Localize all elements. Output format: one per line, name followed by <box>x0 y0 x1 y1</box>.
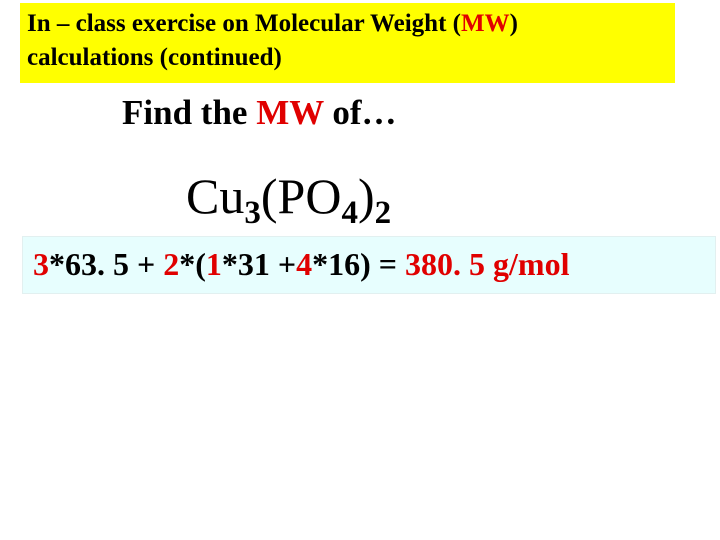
title-mw-highlight: MW <box>460 10 510 37</box>
subheading-mw-highlight: MW <box>256 93 324 132</box>
calc-coefficient-copper: 3 <box>33 246 49 282</box>
calc-coefficient-phosphate: 2 <box>163 246 180 282</box>
calc-result: 380. 5 g/mol <box>405 246 570 282</box>
subheading-text-start: Find the <box>122 93 257 132</box>
formula-phosphate-close: ) <box>357 168 375 224</box>
chemical-formula <box>186 165 392 231</box>
calc-text-3: *31 + <box>221 246 297 282</box>
calculation-box <box>22 236 716 294</box>
subheading <box>122 92 397 134</box>
title-line-2: calculations (continued) <box>27 44 282 71</box>
calc-text-4: *16) = <box>312 246 406 282</box>
calc-coefficient-oxygen: 4 <box>296 246 313 282</box>
calc-coefficient-phosphorus: 1 <box>205 246 222 282</box>
formula-oxygen-subscript: 4 <box>341 195 358 231</box>
subheading-text-end: of… <box>323 93 397 132</box>
calc-text-2: *( <box>179 246 206 282</box>
formula-copper-subscript: 3 <box>244 195 261 231</box>
formula-phosphate-open: (PO <box>260 168 342 224</box>
title-text-end: ) <box>509 10 518 37</box>
formula-group-subscript: 2 <box>374 195 392 231</box>
title-banner <box>20 3 675 83</box>
calc-text-1: *63. 5 + <box>49 246 164 282</box>
formula-copper: Cu <box>186 168 245 224</box>
title-text-start: In – class exercise on Molecular Weight ( <box>27 10 461 37</box>
